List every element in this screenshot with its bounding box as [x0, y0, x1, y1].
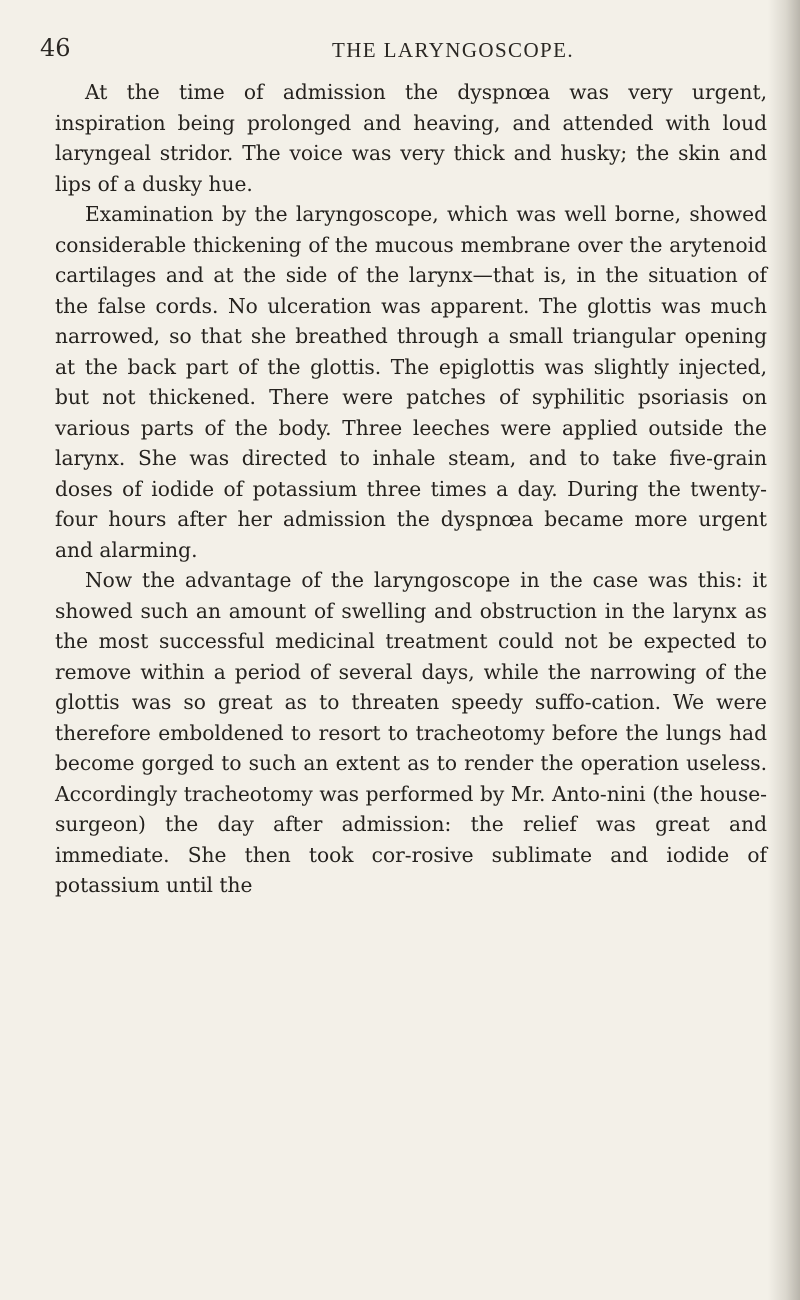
page-edge-shadow — [768, 0, 800, 1300]
running-head: THE LARYNGOSCOPE. — [332, 38, 574, 62]
body-text — [55, 77, 767, 901]
paragraph-examination: Examination by the laryngoscope, which was well borne, showed considerable thickening of the mucous membrane over the arytenoid cartilages and at the side of the larynx—that is, in the situation of the false cords. No ulceration was apparent. The glottis was much narrowed, so that she breathed through a small triangular opening at the back part of the glottis. The epiglottis was slightly injected, but not thickened. There were patches of syphilitic psoriasis on various parts of the body. Three leeches were applied outside the larynx. She was directed to inhale steam, and to take five-grain doses of iodide of potassium three times a day. During the twenty-four hours after her admission the dyspnœa became more urgent and alarming. — [55, 202, 767, 562]
paragraph-advantage: Now the advantage of the laryngoscope in the case was this: it showed such an amount of swelling and obstruction in the larynx as the most successful medicinal treatment could not be expected to remove within a period of several days, while the narrowing of the glottis was so great as to threaten speedy suffo-cation. We were therefore emboldened to resort to tracheotomy before the lungs had become gorged to such an extent as to render the operation useless. Accordingly tracheotomy was performed by Mr. Anto-nini (the house-surgeon) the day after admission: the relief was great and immediate. She then took cor-rosive sublimate and iodide of potassium until the — [55, 568, 767, 897]
page-header — [40, 34, 760, 74]
paragraph-admission: At the time of admission the dyspnœa was very urgent, inspiration being prolonged and heaving, and attended with loud laryngeal stridor. The voice was very thick and husky; the skin and lips of a dusky hue. — [55, 80, 767, 196]
page-number: 46 — [40, 34, 71, 62]
